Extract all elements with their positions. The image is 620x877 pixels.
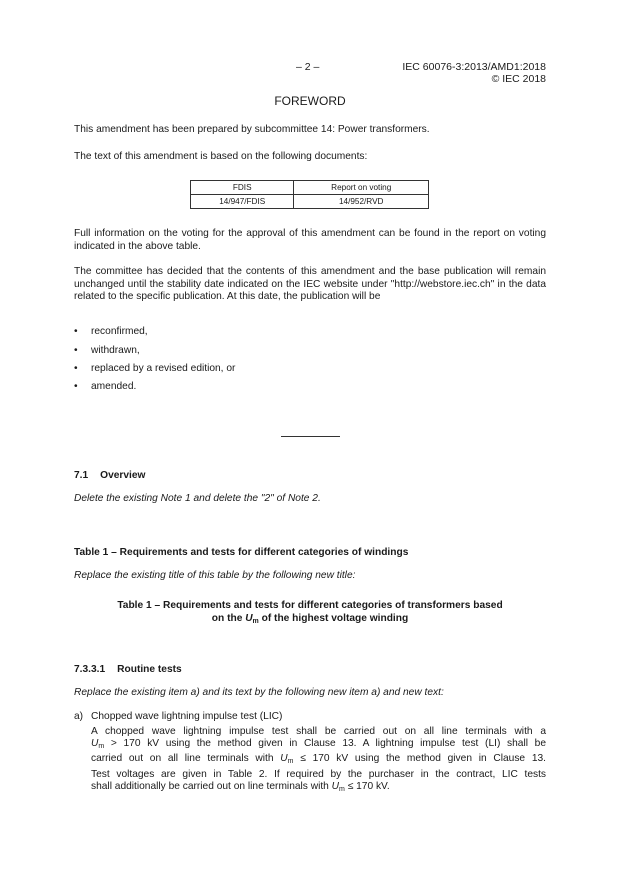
foreword-paragraph-4: The committee has decided that the contents of this amendment and the base publication will remain unchanged until the stability date indicated on the IEC website under "http://webstore.iec.ch" in the data related to the specific publication. At this date, the publication will be: [74, 266, 546, 302]
table-header-fdis: FDIS: [191, 181, 294, 195]
list-item-text: amended.: [91, 381, 137, 392]
text-run: ≤ 170 kV using the method given in Clause 13.: [293, 753, 546, 765]
table-header-row: [191, 181, 429, 195]
separator-rule: [281, 436, 340, 437]
text-run: of the highest voltage winding: [258, 613, 409, 624]
foreword-title: FOREWORD: [274, 94, 346, 108]
item-a-line-4: Test voltages are given in Table 2. If required by the purchaser in the contract, LIC tests: [91, 768, 546, 780]
section-7-3-3-1-instruction: Replace the existing item a) and its text by the following new item a) and new text:: [74, 687, 444, 698]
text-run: carried out on all line terminals with: [91, 753, 281, 765]
section-title: Overview: [100, 470, 146, 481]
foreword-paragraph-2: The text of this amendment is based on the following documents:: [74, 151, 368, 162]
table-1-instruction: Replace the existing title of this table by the following new title:: [74, 570, 356, 581]
document-id: IEC 60076-3:2013/AMD1:2018: [402, 61, 546, 73]
text-run: ≤ 170 kV.: [344, 780, 390, 792]
bullet-icon: •: [74, 363, 78, 374]
item-a-line-5: [91, 781, 546, 796]
item-label: a): [74, 711, 84, 722]
list-item-text: withdrawn,: [91, 345, 140, 356]
item-a-title-row: [74, 711, 546, 724]
table-row: [191, 195, 429, 209]
text-run: > 170 kV using the method given in Clause 13. A lightning impulse test (LI) shall be: [104, 738, 546, 750]
section-number: 7.3.3.1: [74, 664, 106, 675]
documents-table: [190, 180, 429, 209]
um-symbol: U: [91, 738, 99, 750]
table-1-heading: Table 1 – Requirements and tests for different categories of windings: [74, 547, 409, 558]
um-symbol: U: [280, 753, 288, 765]
item-title: Chopped wave lightning impulse test (LIC): [91, 711, 283, 722]
list-item-text: replaced by a revised edition, or: [91, 363, 236, 374]
bullet-icon: •: [74, 381, 78, 392]
bullet-icon: •: [74, 345, 78, 356]
page-number: – 2 –: [296, 61, 320, 73]
copyright: © IEC 2018: [491, 73, 546, 85]
table-cell-fdis: 14/947/FDIS: [191, 195, 294, 209]
section-number: 7.1: [74, 470, 89, 481]
table-header-report: Report on voting: [294, 181, 429, 195]
foreword-paragraph-3: Full information on the voting for the approval of this amendment can be found in the report on voting indicated in the above table.: [74, 228, 546, 252]
list-item-text: reconfirmed,: [91, 326, 148, 337]
foreword-paragraph-1: This amendment has been prepared by subcommittee 14: Power transformers.: [74, 124, 430, 135]
section-7-3-3-1-heading: [74, 664, 546, 677]
bullet-icon: •: [74, 326, 78, 337]
text-run: on the: [211, 613, 246, 624]
item-a-line-2: [91, 738, 546, 753]
um-subscript: m: [98, 743, 105, 751]
table-1-new-title-line-2: [0, 612, 620, 628]
table-cell-rvd: 14/952/RVD: [294, 195, 429, 209]
table-1-new-title: [0, 599, 620, 628]
text-run: shall additionally be carried out on line terminals with: [91, 780, 332, 792]
section-title: Routine tests: [117, 664, 182, 675]
um-subscript: m: [287, 758, 294, 766]
table-1-new-title-line-1: Table 1 – Requirements and tests for different categories of transformers based: [117, 600, 503, 611]
item-a-line-3: [91, 753, 546, 768]
um-symbol: U: [245, 613, 253, 624]
section-7-1-instruction: Delete the existing Note 1 and delete the "2" of Note 2.: [74, 493, 321, 504]
item-a-body: [91, 726, 546, 796]
item-a-line-1: A chopped wave lightning impulse test shall be carried out on all line terminals with a: [91, 726, 546, 737]
um-symbol: U: [331, 780, 340, 792]
um-subscript: m: [252, 618, 259, 625]
section-7-1-heading: [74, 470, 546, 483]
um-subscript: m: [339, 785, 345, 793]
